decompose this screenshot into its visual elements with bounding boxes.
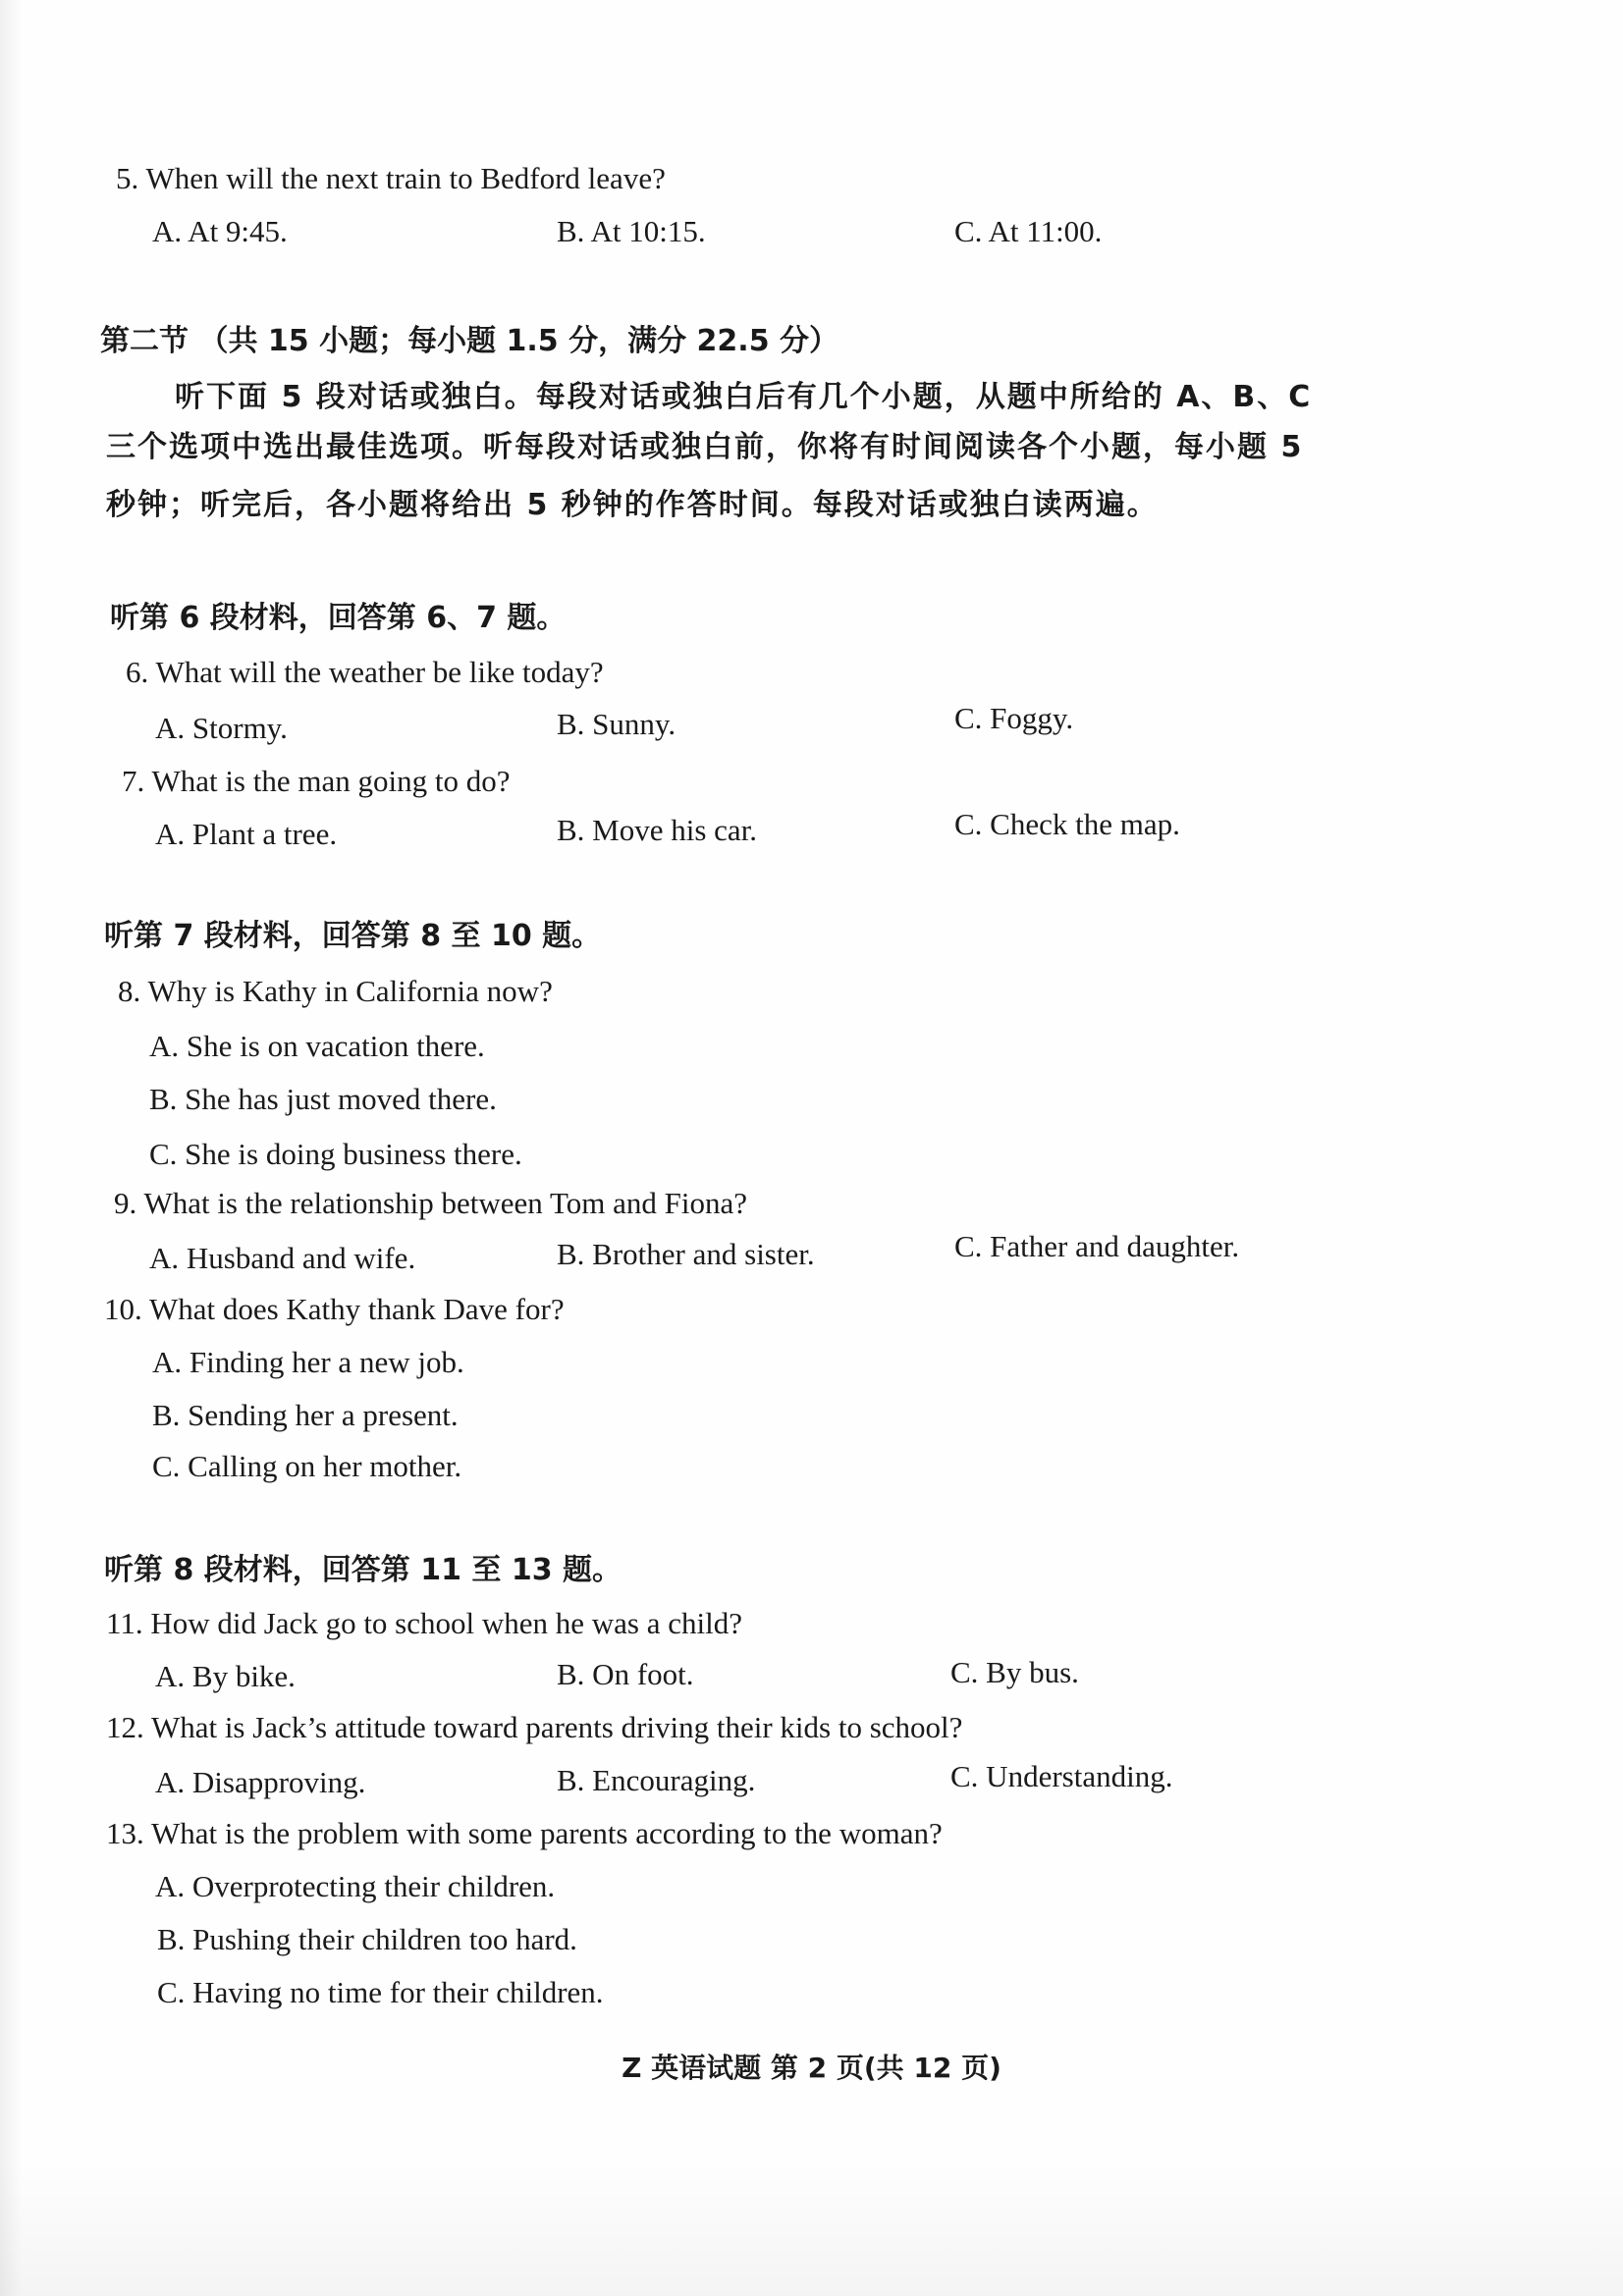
q13-option-a: A. Overprotecting their children. xyxy=(155,1869,556,1903)
group-7-header: 听第 7 段材料，回答第 8 至 10 题。 xyxy=(104,919,602,953)
group-6-header: 听第 6 段材料，回答第 6、7 题。 xyxy=(110,601,567,635)
q7-option-c: C. Check the map. xyxy=(954,807,1180,841)
q8-option-b: B. She has just moved there. xyxy=(149,1082,497,1116)
page-footer: Z 英语试题 第 2 页(共 12 页) xyxy=(622,2052,1001,2084)
question-8: 8. Why is Kathy in California now? xyxy=(118,974,553,1008)
q11-option-c: C. By bus. xyxy=(950,1655,1079,1689)
q12-option-a: A. Disapproving. xyxy=(155,1765,366,1799)
q5-option-b: B. At 10:15. xyxy=(557,214,706,248)
q10-option-b: B. Sending her a present. xyxy=(152,1398,459,1432)
question-13: 13. What is the problem with some parents according to the woman? xyxy=(106,1816,943,1850)
q13-option-c: C. Having no time for their children. xyxy=(157,1975,604,2009)
question-11: 11. How did Jack go to school when he was a child? xyxy=(106,1606,742,1640)
q8-option-a: A. She is on vacation there. xyxy=(149,1029,485,1063)
q13-option-b: B. Pushing their children too hard. xyxy=(157,1922,577,1956)
q9-option-c: C. Father and daughter. xyxy=(954,1229,1240,1263)
scan-edge-shadow xyxy=(0,0,22,2296)
question-6: 6. What will the weather be like today? xyxy=(126,655,604,689)
question-12: 12. What is Jack’s attitude toward parents driving their kids to school? xyxy=(106,1710,963,1744)
section-2-instruction-line-2: 三个选项中选出最佳选项。听每段对话或独白前，你将有时间阅读各个小题，每小题 5 xyxy=(106,430,1304,464)
q11-option-a: A. By bike. xyxy=(155,1659,296,1693)
q5-option-c: C. At 11:00. xyxy=(954,214,1103,248)
q12-option-b: B. Encouraging. xyxy=(557,1763,756,1797)
q5-option-a: A. At 9:45. xyxy=(152,214,288,248)
question-5: 5. When will the next train to Bedford leave? xyxy=(116,161,666,195)
q6-option-b: B. Sunny. xyxy=(557,707,676,741)
scan-bottom-shadow xyxy=(0,2160,1623,2296)
q11-option-b: B. On foot. xyxy=(557,1657,694,1691)
q10-option-a: A. Finding her a new job. xyxy=(152,1345,464,1379)
q12-option-c: C. Understanding. xyxy=(950,1759,1173,1793)
q9-option-a: A. Husband and wife. xyxy=(149,1241,416,1275)
section-2-heading: 第二节 （共 15 小题；每小题 1.5 分，满分 22.5 分） xyxy=(100,324,839,358)
q6-option-a: A. Stormy. xyxy=(155,711,288,745)
question-9: 9. What is the relationship between Tom and Fiona? xyxy=(114,1186,747,1220)
question-10: 10. What does Kathy thank Dave for? xyxy=(104,1292,565,1326)
question-7: 7. What is the man going to do? xyxy=(122,764,511,798)
q9-option-b: B. Brother and sister. xyxy=(557,1237,815,1271)
q6-option-c: C. Foggy. xyxy=(954,701,1074,735)
section-2-instruction-line-1: 听下面 5 段对话或独白。每段对话或独白后有几个小题，从题中所给的 A、B、C xyxy=(175,380,1313,414)
q7-option-a: A. Plant a tree. xyxy=(155,817,338,851)
q7-option-b: B. Move his car. xyxy=(557,813,758,847)
group-8-header: 听第 8 段材料，回答第 11 至 13 题。 xyxy=(104,1553,622,1587)
q8-option-c: C. She is doing business there. xyxy=(149,1137,522,1171)
section-2-instruction-line-3: 秒钟；听完后，各小题将给出 5 秒钟的作答时间。每段对话或独白读两遍。 xyxy=(106,488,1159,522)
q10-option-c: C. Calling on her mother. xyxy=(152,1449,462,1483)
